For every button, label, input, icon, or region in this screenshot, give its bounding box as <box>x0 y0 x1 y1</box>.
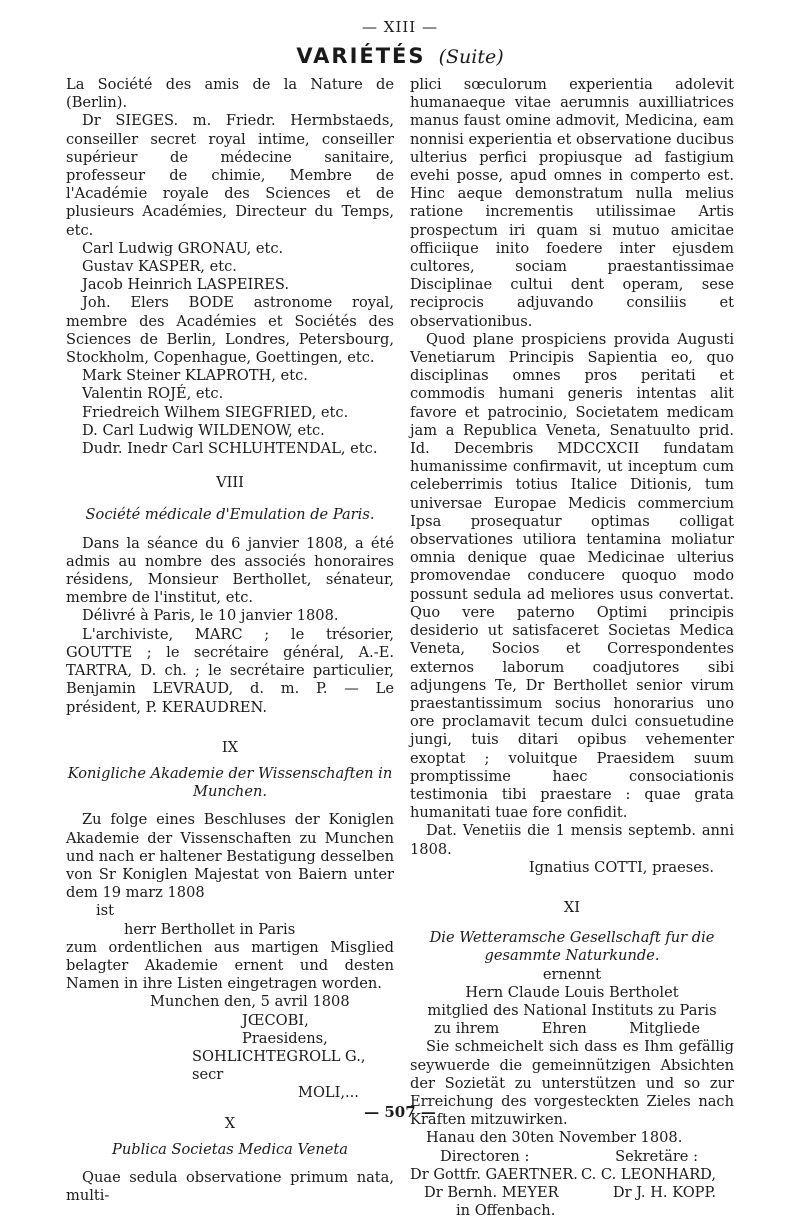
page-roman-numeral: — XIII — <box>362 18 438 36</box>
section-title <box>0 44 800 68</box>
page-number: — 507 — <box>364 1103 436 1121</box>
date-line: Hanau den 30ten November 1808. <box>426 1129 683 1147</box>
text-line: ist <box>96 902 115 920</box>
date-line: Munchen den, 5 avril 1808 <box>150 993 350 1011</box>
text-line: in Offenbach. <box>456 1202 556 1220</box>
left-column <box>66 76 394 1205</box>
name-line: Carl Ludwig GRONAU, etc. <box>82 239 284 257</box>
section-number: XI <box>563 898 581 916</box>
signature: Dr Bernh. MEYER <box>424 1183 559 1201</box>
section-heading: Konigliche Akademie der Wissenschaften in Munchen. <box>67 764 393 801</box>
signature-line: SOHLICHTEGROLL G., secr <box>192 1047 366 1084</box>
paragraph: Dr SIEGES. m. Friedr. Hermbstaeds, conseiller secret royal intime, conseiller supérieur de médecine sanitaire, professeur de chimie, Membre de l'Académie royale des Sciences et de plusieurs Académies, Directeur du Temps, etc. <box>66 112 394 239</box>
directors-label: Directoren : <box>440 1147 530 1165</box>
section-heading: Société médicale d'Emulation de Paris. <box>85 506 375 524</box>
name-line: Friedreich Wilhem SIEGFRIED, etc. <box>82 403 349 421</box>
title-suite: (Suite) <box>438 46 504 68</box>
date-line: Dat. Venetiis die 1 mensis septemb. anni 1808. <box>410 822 734 858</box>
section-heading: Die Wetteramsche Gesellschaft fur die gesammte Naturkunde. <box>429 929 715 965</box>
signature-row <box>410 1166 734 1184</box>
text-line: mitglied des National Instituts zu Paris <box>427 1001 717 1019</box>
paragraph: Délivré à Paris, le 10 janvier 1808. <box>82 607 339 625</box>
name-line: Valentin ROJÉ, etc. <box>82 385 224 403</box>
paragraph: L'archiviste, MARC ; le trésorier, GOUTTE ; le secrétaire général, A.-E. TARTRA, D. ch. ; le secrétaire particulier, Benjamin LEVRAUD, d. m. P. — Le président, P. KERAUDREN. <box>66 625 394 716</box>
section-heading: Publica Societas Medica Veneta <box>112 1140 348 1158</box>
honor-line <box>410 1020 734 1038</box>
section-number: IX <box>221 738 239 756</box>
name-line: Jacob Heinrich LASPEIRES. <box>82 276 289 294</box>
signature: Dr Gottfr. GAERTNER. <box>410 1165 578 1183</box>
text-fragment: Ehren <box>541 1020 587 1038</box>
paragraph: Dans la séance du 6 janvier 1808, a été admis au nombre des associés honoraires résidens, Monsieur Berthollet, sénateur, membre de l'institut, etc. <box>66 534 394 607</box>
name-line: Mark Steiner KLAPROTH, etc. <box>82 367 308 385</box>
paragraph: plici sœculorum experientia adolevit humanaeque vitae aerumnis auxilliatrices manus faust omine admovit, Medicina, eam nonnisi experientia et observatione ducibus ulterius perfici propiusque ad fastigium evehi posse, apud omnes in comperto est. Hinc aeque demonstratum nulla melius ratione incrementis utilissimae Artis prospectum iri quam si mutuo amicitae officiique inito foedere inter ejusdem cultores, sociam praestantissimae Disciplinae cultui dent operam, sese reciprocis adjuvando consiliis et observationibus. <box>410 76 734 330</box>
paragraph: Quae sedula observatione primum nata, multi- <box>66 1168 394 1205</box>
text-line: herr Berthollet in Paris <box>124 920 296 938</box>
signature: C. C. LEONHARD, <box>581 1165 716 1183</box>
right-column <box>410 76 734 1220</box>
paragraph: La Société des amis de la Nature de (Berlin). <box>66 76 394 112</box>
name-line: Gustav KASPER, etc. <box>82 258 237 276</box>
signature: Dr J. H. KOPP. <box>612 1183 716 1201</box>
name-line: Dudr. Inedr Carl SCHLUHTENDAL, etc. <box>82 440 378 458</box>
title-text: VARIÉTÉS <box>296 44 426 68</box>
text-line: ernennt <box>542 965 602 983</box>
text-fragment: Mitgliede <box>629 1020 700 1038</box>
name-line: D. Carl Ludwig WILDENOW, etc. <box>82 421 325 439</box>
section-number: VIII <box>216 474 244 492</box>
paragraph: Sie schmeichelt sich dass es Ihm gefällig seywuerde die gemeinnützigen Absichten der Sozietät zu unterstützen und so zur Erreichung des vorgesteckten Zieles nach Kraften mitzuwirken. <box>410 1038 734 1129</box>
section-number: X <box>224 1114 236 1132</box>
paragraph: zum ordentlichen aus martigen Misglied belagter Akademie ernent und desten Namen in ihre Listen eingetragen worden. <box>66 938 394 993</box>
signature-line: MOLI,... <box>298 1084 359 1102</box>
paragraph: Zu folge eines Beschluses der Koniglen Akademie der Vissenschaften zu Munchen und nach er haltener Bestatigung desselben von Sr Koniglen Majestat von Baiern unter dem 19 marz 1808 <box>66 811 394 902</box>
text-fragment: zu ihrem <box>434 1020 500 1038</box>
secretaries-label: Sekretäre : <box>615 1147 698 1165</box>
signature-heading-row <box>410 1148 734 1166</box>
paragraph: Quod plane prospiciens provida Augusti Venetiarum Principis Sapientia eo, quo disciplinas omnes pros peritati et commodis humani generis intentas alit favore et patrocinio, Societatem medicam jam a Republica Veneta, Senatuulto prid. Id. Decembris MDCCXCII fundatam humanissime confirmavit, ut inceptum cum celeberrimis totius Italice Ditionis, tum universae Europae Medicis commercium Ipsa prosequatur optimas colligat observationes utiliora tentamina moliatur omnia denique quae Medicinae ulterius promovendae conducere quoquo modo possunt sedula ad meliores usus convertat. Quo vere paterno Optimi principis desiderio ut satisfaceret Societas Medica Veneta, Socios et Correspondentes externos laborum coadjutores sibi adjungens Te, Dr Berthollet senior virum praestantissimum socius honorarius uno ore proclamavit tecum dulci consuetudine jungi, tuis ditari opibus vehementer exoptat ; voluitque Praesidem suum promptissime haec consociationis testimonia tibi praestare : quae grata humanitati tuae fore confidit. <box>410 330 734 822</box>
text-line: Hern Claude Louis Bertholet <box>465 983 679 1001</box>
signature-line: Ignatius COTTI, praeses. <box>528 858 714 876</box>
paragraph: Joh. Elers BODE astronome royal, membre des Académies et Sociétés des Sciences de Berlin, Londres, Petersbourg, Stockholm, Copenhague, Goettingen, etc. <box>66 294 394 367</box>
signature-row <box>410 1184 734 1202</box>
signature-line: JŒCOBI, Praesidens, <box>242 1011 328 1047</box>
